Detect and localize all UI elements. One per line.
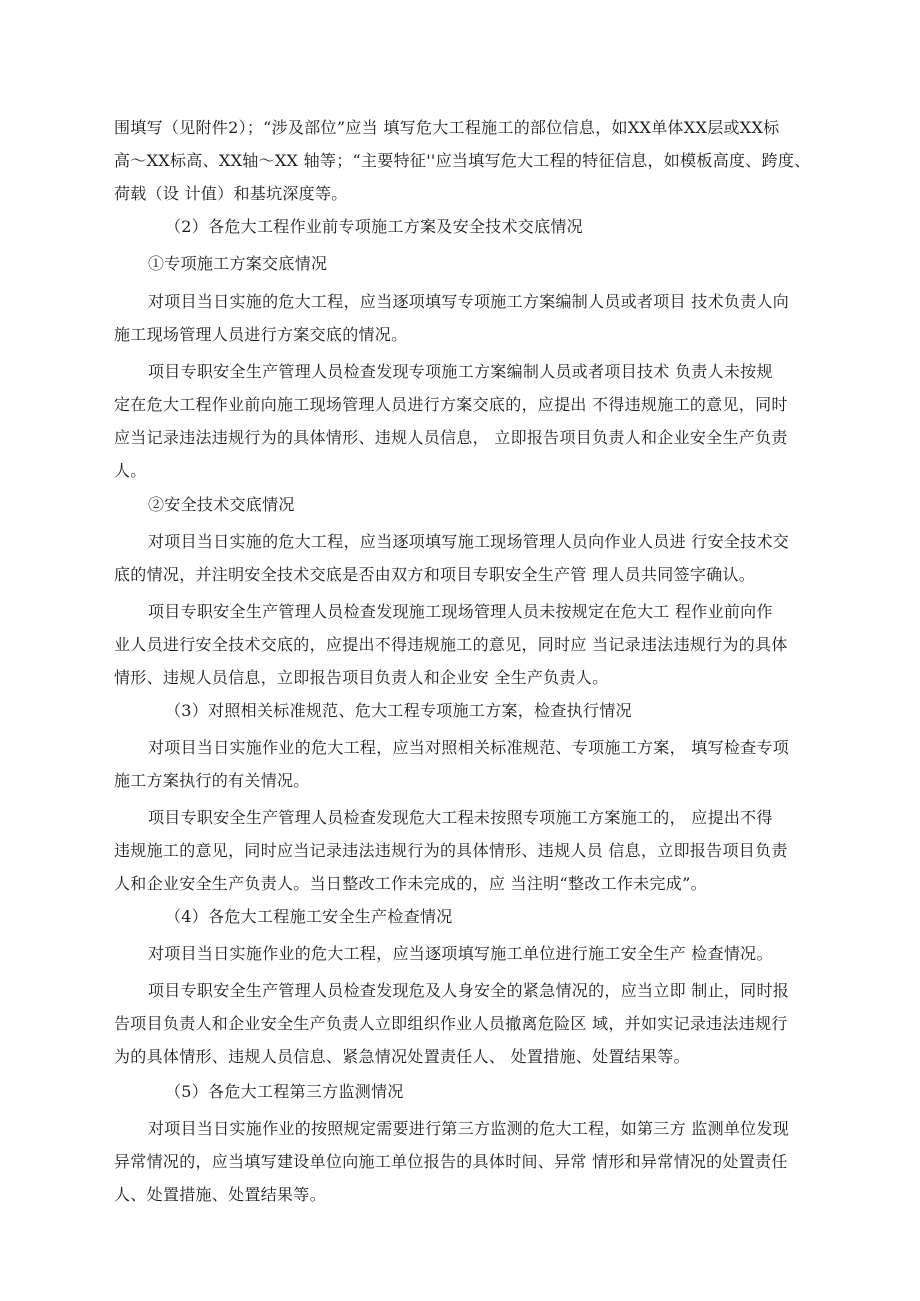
text-line: 定在危大工程作业前向施工现场管理人员进行方案交底的，应提出 不得违规施工的意见，同时 bbox=[114, 395, 788, 414]
text-line: 情形、违规人员信息，立即报告项目负责人和企业安 全生产负责人。 bbox=[114, 668, 609, 687]
text-line: 高～XX标高、XX轴～XX 轴等；“主要特征''应当填写危大工程的特征信息，如模板高度、跨度、 bbox=[114, 151, 811, 170]
text-line: 业人员进行安全技术交底的，应提出不得违规施工的意见，同时应 当记录违法违规行为的具体 bbox=[114, 635, 788, 654]
subheading-scheme-disclosure: ①专项施工方案交底情况 bbox=[148, 254, 328, 273]
text-line: 人和企业安全生产负责人。当日整改工作未完成的，应 当注明“整改工作未完成”。 bbox=[114, 874, 707, 893]
text-line: 荷载（设 计值）和基坑深度等。 bbox=[114, 184, 348, 203]
text-line: 对项目当日实施作业的危大工程，应当对照相关标准规范、专项施工方案， 填写检查专项 bbox=[148, 738, 790, 757]
text-line: 应当记录违法违规行为的具体情形、违规人员信息， 立即报告项目负责人和企业安全生产负责 bbox=[114, 428, 788, 447]
section-heading-3: （3）对照相关标准规范、危大工程专项施工方案，检查执行情况 bbox=[165, 701, 632, 720]
text-line: 对项目当日实施的危大工程，应当逐项填写施工现场管理人员向作业人员进 行安全技术交 bbox=[148, 532, 790, 551]
text-line: 底的情况，并注明安全技术交底是否由双方和项目专职安全生产管 理人员共同签字确认。 bbox=[114, 565, 756, 584]
text-line: 项目专职安全生产管理人员检查发现专项施工方案编制人员或者项目技术 负责人未按规 bbox=[148, 362, 773, 381]
subheading-safety-disclosure: ②安全技术交底情况 bbox=[148, 495, 295, 514]
text-line: 项目专职安全生产管理人员检查发现施工现场管理人员未按规定在危大工 程作业前向作 bbox=[148, 602, 773, 621]
text-line: 项目专职安全生产管理人员检查发现危大工程未按照专项施工方案施工的， 应提出不得 bbox=[148, 808, 773, 827]
text-line: 施工方案执行的有关情况。 bbox=[114, 771, 310, 790]
text-line: 告项目负责人和企业安全生产负责人立即组织作业人员撤离危险区 域，并如实记录违法违规行 bbox=[114, 1014, 788, 1033]
text-line: 施工现场管理人员进行方案交底的情况。 bbox=[114, 325, 408, 344]
section-heading-4: （4）各危大工程施工安全生产检查情况 bbox=[165, 907, 453, 926]
text-line: 项目专职安全生产管理人员检查发现危及人身安全的紧急情况的，应当立即 制止，同时报 bbox=[148, 981, 790, 1000]
section-heading-5: （5）各危大工程第三方监测情况 bbox=[165, 1082, 404, 1101]
text-line: 为的具体情形、违规人员信息、紧急情况处置责任人、 处置措施、处置结果等。 bbox=[114, 1047, 690, 1066]
text-line: 违规施工的意见，同时应当记录违法违规行为的具体情形、违规人员 信息，立即报告项目负责 bbox=[114, 841, 788, 860]
text-line: 对项目当日实施作业的按照规定需要进行第三方监测的危大工程，如第三方 监测单位发现 bbox=[148, 1119, 790, 1138]
text-line: 异常情况的，应当填写建设单位向施工单位报告的具体时间、异常 情形和异常情况的处置责任 bbox=[114, 1152, 788, 1171]
text-line: 对项目当日实施作业的危大工程，应当逐项填写施工单位进行施工安全生产 检查情况。 bbox=[148, 944, 773, 963]
text-line: 人。 bbox=[114, 461, 147, 480]
text-line: 围填写（见附件2）；“涉及部位”应当 填写危大工程施工的部位信息，如XX单体XX层或XX标 bbox=[114, 118, 780, 137]
text-line: 人、处置措施、处置结果等。 bbox=[114, 1185, 326, 1204]
section-heading-2: （2）各危大工程作业前专项施工方案及安全技术交底情况 bbox=[165, 217, 583, 236]
text-line: 对项目当日实施的危大工程，应当逐项填写专项施工方案编制人员或者项目 技术负责人向 bbox=[148, 292, 790, 311]
